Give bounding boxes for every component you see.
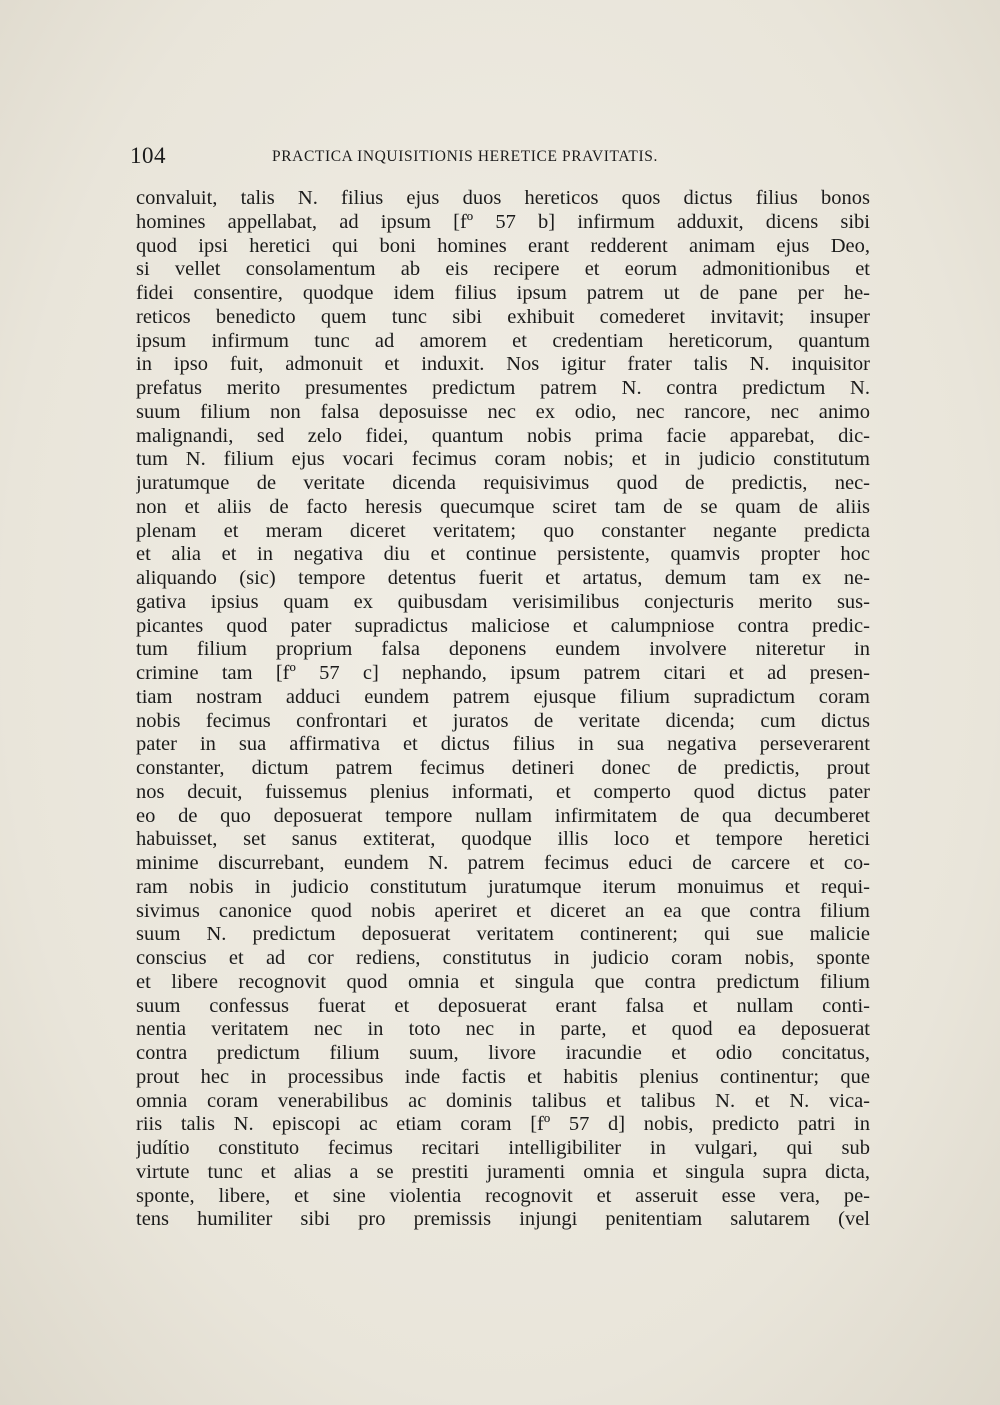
text-line: picantes quod pater supradictus maliciose et calumpniose contra predic- — [136, 614, 870, 637]
text-line: omnia coram venerabilibus ac dominis talibus et talibus N. et N. vica- — [136, 1089, 870, 1112]
text-line: constanter, dictum patrem fecimus detineri donec de predictis, prout — [136, 757, 870, 779]
text-line: sponte, libere, et sine violentia recognovit et asseruit esse vera, pe- — [136, 1184, 870, 1207]
text-line: aliquando (sic) tempore detentus fuerit et artatus, demum tam ex ne- — [136, 567, 870, 589]
text-line: prefatus merito presumentes predictum patrem N. contra predictum N. — [136, 377, 870, 399]
text-line: nentia veritatem nec in toto nec in parte, et quod ea deposuerat — [136, 1018, 870, 1041]
text-line: fidei consentire, quodque idem filius ipsum patrem ut de pane per he- — [136, 282, 870, 304]
text-line: reticos benedicto quem tunc sibi exhibuit comederet invitavit; insuper — [136, 305, 870, 328]
text-line: in ipso fuit, admonuit et induxit. Nos igitur frater talis N. inquisitor — [136, 353, 870, 376]
running-title: PRACTICA INQUISITIONIS HERETICE PRAVITATIS. — [272, 148, 658, 165]
text-line: juratumque de veritate dicenda requisivimus quod de predictis, nec- — [136, 472, 870, 494]
text-line: nobis fecimus confrontari et juratos de veritate dicenda; cum dictus — [136, 709, 870, 732]
text-line: ipsum infirmum tunc ad amorem et credentiam hereticorum, quantum — [136, 329, 870, 352]
text-line: malignandi, sed zelo fidei, quantum nobis prima facie apparebat, dic- — [136, 424, 870, 447]
text-line: suum N. predictum deposuerat veritatem continerent; qui sue malicie — [136, 923, 870, 946]
text-line: tiam nostram adduci eundem patrem ejusque filium supradictum coram — [136, 685, 870, 708]
text-line: ram nobis in judicio constitutum juratumque iterum monuimus et requi- — [136, 875, 870, 898]
text-line: non et aliis de facto heresis quecumque sciret tam de se quam de aliis — [136, 495, 870, 518]
text-line: tens humiliter sibi pro premissis injungi penitentiam salutarem (vel — [136, 1208, 870, 1231]
text-line: crimine tam [fº 57 c] nephando, ipsum patrem citari et ad presen- — [136, 662, 870, 684]
text-line: sivimus canonice quod nobis aperiret et diceret an ea que contra filium — [136, 899, 870, 922]
text-line: suum filium non falsa deposuisse nec ex odio, nec rancore, nec animo — [136, 400, 870, 423]
text-line: tum N. filium ejus vocari fecimus coram nobis; et in judicio constitutum — [136, 448, 870, 471]
text-line: minime discurrebant, eundem N. patrem fecimus educi de carcere et co- — [136, 852, 870, 874]
text-line: gativa ipsius quam ex quibusdam verisimilibus conjecturis merito sus- — [136, 590, 870, 613]
text-line: quod ipsi heretici qui boni homines erant redderent animam ejus Deo, — [136, 234, 870, 257]
text-line: pater in sua affirmativa et dictus filius in sua negativa perseverarent — [136, 733, 870, 756]
text-line: suum confessus fuerat et deposuerat erant falsa et nullam conti- — [136, 994, 870, 1017]
text-line: judítio constituto fecimus recitari intelligibiliter in vulgari, qui sub — [136, 1137, 870, 1159]
text-line: homines appellabat, ad ipsum [fº 57 b] infirmum adduxit, dicens sibi — [136, 210, 870, 233]
text-line: riis talis N. episcopi ac etiam coram [fº 57 d] nobis, predicto patri in — [136, 1113, 870, 1136]
text-line: tum filium proprium falsa deponens eundem involvere niteretur in — [136, 638, 870, 661]
page-header — [130, 143, 870, 173]
text-line: nos decuit, fuissemus plenius informati, et comperto quod dictus pater — [136, 780, 870, 803]
text-line: et alia et in negativa diu et continue persistente, quamvis propter hoc — [136, 543, 870, 566]
text-line: et libere recognovit quod omnia et singula que contra predictum filium — [136, 970, 870, 993]
text-line: habuisset, set sanus extiterat, quodque illis loco et tempore heretici — [136, 828, 870, 851]
text-line: eo de quo deposuerat tempore nullam infirmitatem de qua decumberet — [136, 804, 870, 827]
text-line: contra predictum filium suum, livore iracundie et odio concitatus, — [136, 1042, 870, 1064]
text-line: convaluit, talis N. filius ejus duos hereticos quos dictus filius bonos — [136, 187, 870, 209]
text-line: prout hec in processibus inde factis et habitis plenius continentur; que — [136, 1065, 870, 1088]
body-text — [136, 187, 870, 1232]
text-line: virtute tunc et alias a se prestiti juramenti omnia et singula supra dicta, — [136, 1160, 870, 1183]
text-line: plenam et meram diceret veritatem; quo constanter negante predicta — [136, 519, 870, 542]
text-line: conscius et ad cor rediens, constitutus in judicio coram nobis, sponte — [136, 947, 870, 969]
page-number: 104 — [130, 143, 166, 168]
text-line: si vellet consolamentum ab eis recipere et eorum admonitionibus et — [136, 258, 870, 281]
